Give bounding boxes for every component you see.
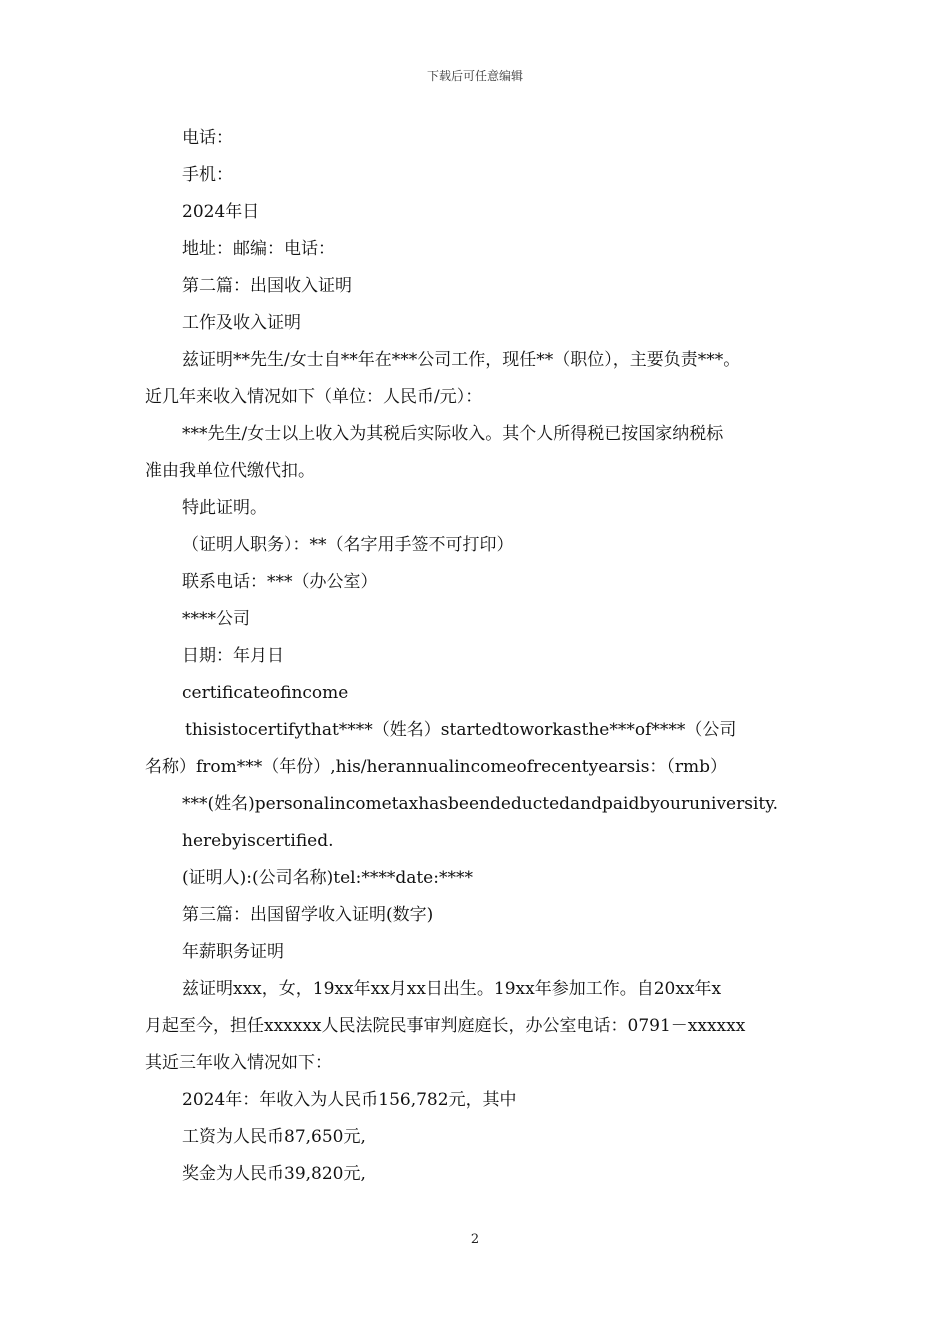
paragraph: 地址：邮编：电话： [182,239,335,259]
paragraph: 名称）from***（年份）,his/herannualincomeofrecentyearsis：（rmb） [145,757,728,777]
paragraph: 工作及收入证明 [182,313,301,333]
paragraph: herebyiscertified. [182,831,334,851]
paragraph: 电话： [182,128,233,148]
paragraph: 月起至今，担任xxxxxx人民法院民事审判庭庭长，办公室电话：0791－xxxxxx [145,1016,746,1036]
paragraph: 兹证明xxx，女，19xx年xx月xx日出生。19xx年参加工作。自20xx年x [182,979,722,999]
paragraph: 联系电话：***（办公室） [182,572,378,592]
paragraph: 奖金为人民币39,820元, [182,1164,366,1184]
paragraph: 2024年日 [182,202,260,222]
section-heading: 第二篇：出国收入证明 [182,276,352,296]
page-header: 下载后可任意编辑 [426,69,523,83]
paragraph: 准由我单位代缴代扣。 [145,461,315,481]
paragraph: 工资为人民币87,650元, [182,1127,366,1147]
paragraph: 特此证明。 [182,498,267,518]
paragraph: ***先生/女士以上收入为其税后实际收入。其个人所得税已按国家纳税标 [182,424,724,444]
paragraph: 近几年来收入情况如下（单位：人民币/元）： [145,387,483,407]
paragraph: (证明人):(公司名称)tel:****date:**** [182,868,473,888]
paragraph: ***(姓名)personalincometaxhasbeendeductedandpaidbyouruniversity. [182,794,778,814]
paragraph: ****公司 [182,609,250,629]
paragraph: certificateofincome [182,683,349,703]
paragraph: thisistocertifythat****（姓名）startedtoworkasthe***of****（公司 [185,720,737,740]
paragraph: 手机： [182,165,233,185]
page-number: 2 [470,1232,480,1247]
paragraph: 2024年：年收入为人民币156,782元，其中 [182,1090,517,1110]
paragraph: （证明人职务）：**（名字用手签不可打印） [182,535,514,555]
section-heading: 第三篇：出国留学收入证明(数字) [182,905,434,925]
document-body [145,120,825,1193]
paragraph: 年薪职务证明 [182,942,284,962]
paragraph: 其近三年收入情况如下： [145,1053,332,1073]
paragraph: 日期：年月日 [182,646,284,666]
paragraph: 兹证明**先生/女士自**年在***公司工作，现任**（职位），主要负责***。 [182,350,741,370]
